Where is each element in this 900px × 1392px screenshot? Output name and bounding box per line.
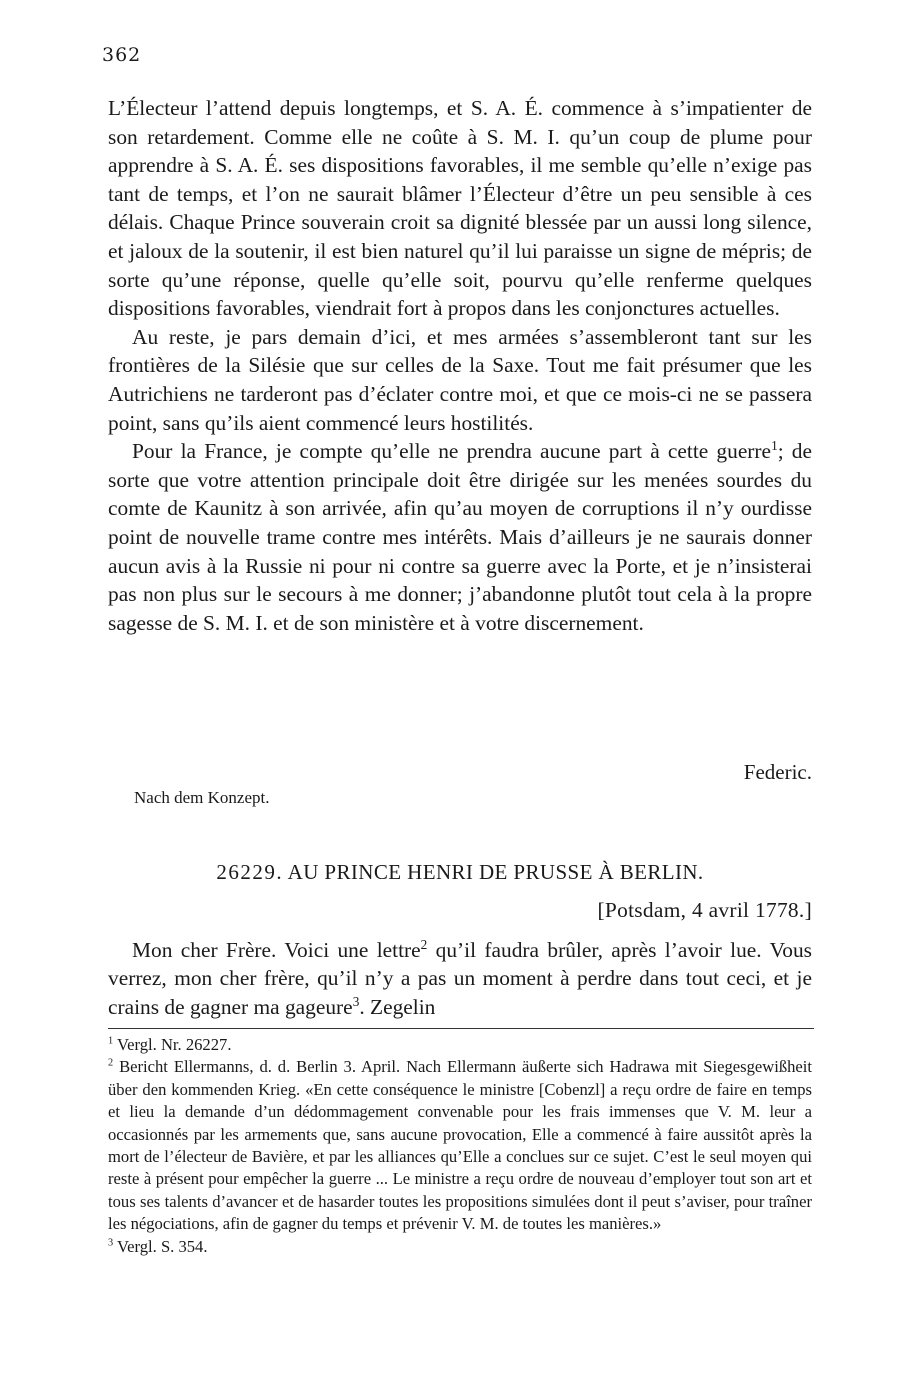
footnote-ref-3[interactable]: 3 — [352, 993, 360, 1009]
footnote-divider — [108, 1028, 814, 1029]
signature: Federic. — [743, 760, 812, 784]
footnotes — [108, 1034, 812, 1258]
footnote-1-marker: 1 — [108, 1035, 114, 1047]
letter-paragraph — [108, 936, 812, 1021]
footnote-2-text: Bericht Ellermanns, d. d. Berlin 3. April. Nach Ellermann äußerte sich Hadrawa mit Siegesgewißheit über den kommenden Krieg. «En cette conséquence le ministre [Cobenzl] a reçu ordre de faire en temps et lieu la demande d’un dédommagement convenable pour les frais immenses que V. M. leur a occasionnés par les armements que, sans aucune provocation, Elle a commencé à faire aussitôt après la mort de l’électeur de Bavière, et par les alliances qu’Elle a conclues sur ce sujet. C’est le seul moyen qui reste à présent pour empêcher la guerre ... Le ministre a reçu ordre de nouveau d’employer tout son art et tous ses talents d’avancer et de hasarder toutes les propositions simulées dont il peut s’aviser, pour traîner les négociations, afin de gagner du temps et prévenir V. M. de toutes les manières.» — [108, 1057, 812, 1234]
letter-text-b: qu’il faudra brûler, après l’avoir lue. Vous verrez, mon cher frère, qu’il n’y a pas un moment à perdre dans tout ceci, et je crains de gagner ma gageure — [108, 938, 813, 1019]
paragraph-1: L’Électeur l’attend depuis longtemps, et S. A. É. commence à s’impatienter de son retardement. Comme elle ne coûte à S. M. I. qu’un coup de plume pour apprendre à S. A. É. ses dispositions favorables, il me semble qu’elle n’exige pas tant de temps, et l’on ne saurait blâmer l’Électeur d’être un peu sensible à ces délais. Chaque Prince souverain croit sa dignité blessée par un aussi long silence, et jaloux de la soutenir, il est bien naturel qu’il lui paraisse un signe de mépris; de sorte qu’une réponse, quelle qu’elle soit, pourvu qu’elle renferme quelques dispositions favorables, viendrait fort à propos dans les conjonctures actuelles. — [108, 96, 812, 321]
page-number: 362 — [102, 44, 142, 66]
footnote-3 — [108, 1236, 812, 1258]
letter-title: AU PRINCE HENRI DE PRUSSE À BERLIN. — [287, 860, 704, 884]
letter-continuation — [108, 94, 812, 637]
letter-dateline: [Potsdam, 4 avril 1778.] — [597, 898, 812, 922]
letter-heading — [108, 860, 812, 885]
paragraph-3-text-a: Pour la France, je compte qu’elle ne prendra aucune part à cette guerre — [132, 439, 772, 464]
footnote-2-marker: 2 — [108, 1057, 114, 1069]
letter-text-a: Mon cher Frère. Voici une lettre — [132, 938, 421, 962]
footnote-2 — [108, 1056, 812, 1235]
footnote-3-marker: 3 — [108, 1237, 114, 1249]
footnote-ref-1[interactable]: 1 — [771, 438, 778, 453]
paragraph-3 — [108, 437, 812, 637]
letter-body — [108, 936, 812, 1021]
letter-number: 26229. — [216, 860, 284, 884]
letter-text-c: . Zegelin — [359, 994, 436, 1019]
footnote-ref-2[interactable]: 2 — [420, 936, 428, 952]
paragraph-2: Au reste, je pars demain d’ici, et mes armées s’assembleront tant sur les frontières de la Silésie que sur celles de la Saxe. Tout me fait présumer que les Autrichiens ne tarderont pas d’éclater contre moi, et que ce mois-ci ne se passera point, sans qu’ils aient commencé leurs hostilités. — [108, 324, 812, 435]
source-note: Nach dem Konzept. — [134, 788, 270, 807]
footnote-1 — [108, 1034, 812, 1056]
footnote-1-text: Vergl. Nr. 26227. — [117, 1035, 232, 1054]
paragraph-3-text-b: ; de sorte que votre attention principale doit être dirigée sur les menées sourdes du comte de Kaunitz à son arrivée, afin qu’au moyen de corruptions il n’y ourdisse point de nouvelle trame contre mes intérêts. Mais d’ailleurs je ne saurais donner aucun avis à la Russie ni pour ni contre sa guerre avec la Porte, et je n’insisterai pas non plus sur le secours à me donner; j’abandonne plutôt tout cela à la propre sagesse de S. M. I. et de son ministère et à votre discernement. — [108, 439, 812, 635]
footnote-3-text: Vergl. S. 354. — [117, 1236, 208, 1256]
